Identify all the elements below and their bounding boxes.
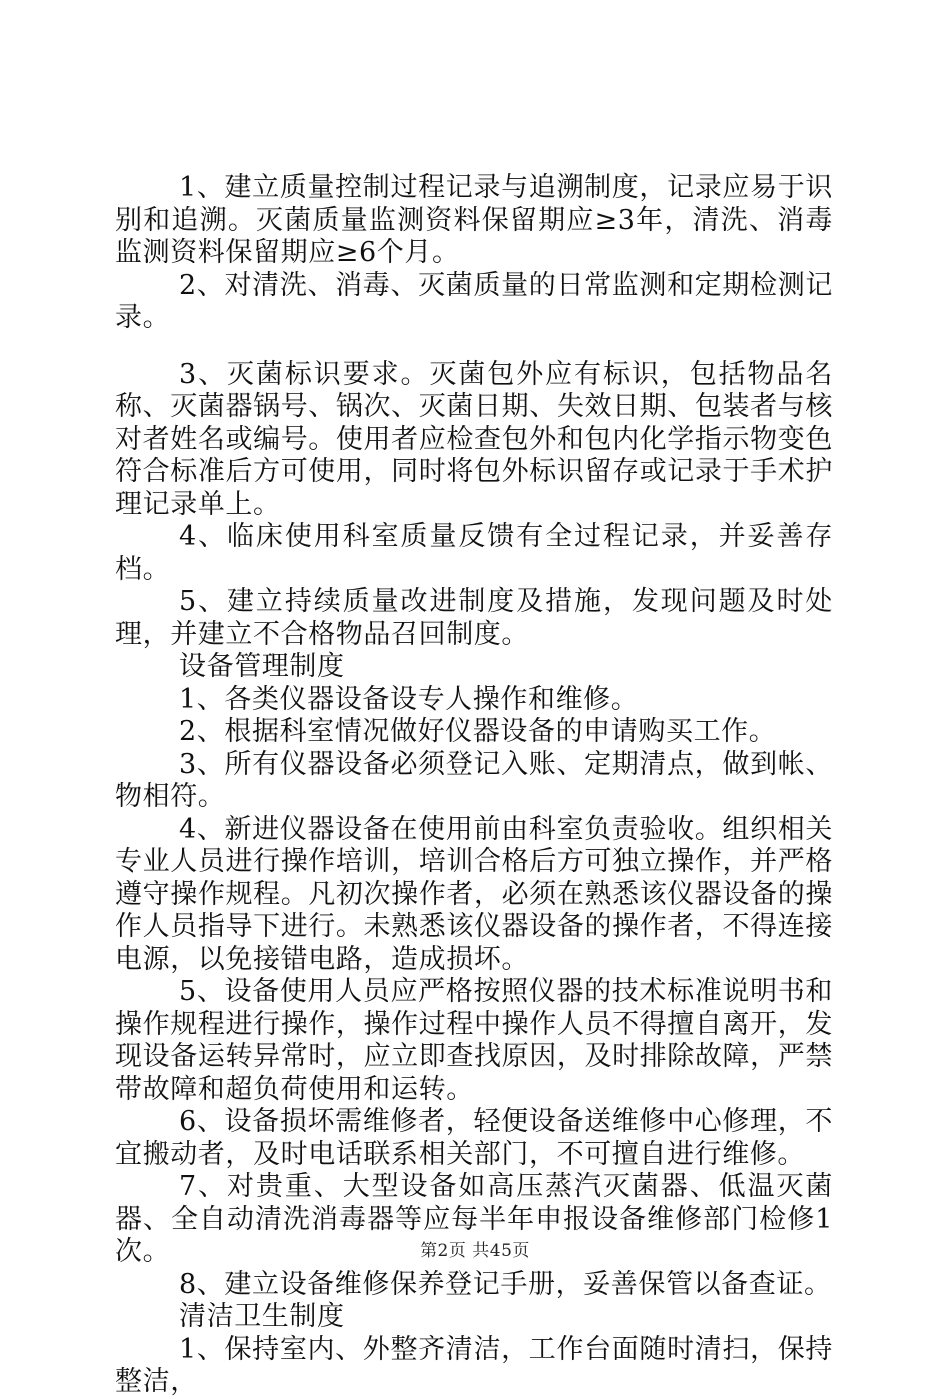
paragraph: 3、灭菌标识要求。灭菌包外应有标识，包括物品名称、灭菌器锅号、锅次、灭菌日期、失效日期、包装者与核对者姓名或编号。使用者应检查包外和包内化学指示物变色符合标准后方可使用，同时将包外标识留存或记录于手术护理记录单上。 [115,358,833,520]
paragraph: 5、建立持续质量改进制度及措施，发现问题及时处理，并建立不合格物品召回制度。 [115,586,833,650]
paragraph: 4、新进仪器设备在使用前由科室负责验收。组织相关专业人员进行操作培训，培训合格后方可独立操作，并严格遵守操作规程。凡初次操作者，必须在熟悉该仪器设备的操作人员指导下进行。未熟悉该仪器设备的操作者，不得连接电源，以免接错电路，造成损坏。 [115,813,833,975]
page-number: 第2页 共45页 [420,1241,530,1261]
section-heading: 设备管理制度 [179,651,345,682]
paragraph: 7、对贵重、大型设备如高压蒸汽灭菌器、低温灭菌器、全自动清洗消毒器等应每半年申报设备维修部门检修1次。 [115,1171,833,1267]
paragraph: 1、建立质量控制过程记录与追溯制度，记录应易于识别和追溯。灭菌质量监测资料保留期应≥3年，清洗、消毒监测资料保留期应≥6个月。 [115,172,833,268]
paragraph: 5、设备使用人员应严格按照仪器的技术标准说明书和操作规程进行操作，操作过程中操作人员不得擅自离开，发现设备运转异常时，应立即查找原因，及时排除故障，严禁带故障和超负荷使用和运转。 [115,976,833,1105]
section-heading: 清洁卫生制度 [179,1301,345,1332]
paragraph-spacer [115,335,833,359]
paragraph: 4、临床使用科室质量反馈有全过程记录，并妥善存档。 [115,521,833,585]
paragraph: 2、根据科室情况做好仪器设备的申请购买工作。 [179,716,777,747]
paragraph: 2、对清洗、消毒、灭菌质量的日常监测和定期检测记录。 [115,269,833,333]
paragraph: 6、设备损坏需维修者，轻便设备送维修中心修理，不宜搬动者，及时电话联系相关部门，不可擅自进行维修。 [115,1106,833,1170]
paragraph: 8、建立设备维修保养登记手册，妥善保管以备查证。 [179,1268,832,1300]
paragraph: 3、所有仪器设备必须登记入账、定期清点，做到帐、物相符。 [115,748,833,812]
document-body [115,172,833,1399]
page-footer [0,1236,950,1261]
paragraph: 1、各类仪器设备设专人操作和维修。 [179,683,639,715]
paragraph: 1、保持室内、外整齐清洁，工作台面随时清扫，保持整洁， [115,1333,833,1397]
